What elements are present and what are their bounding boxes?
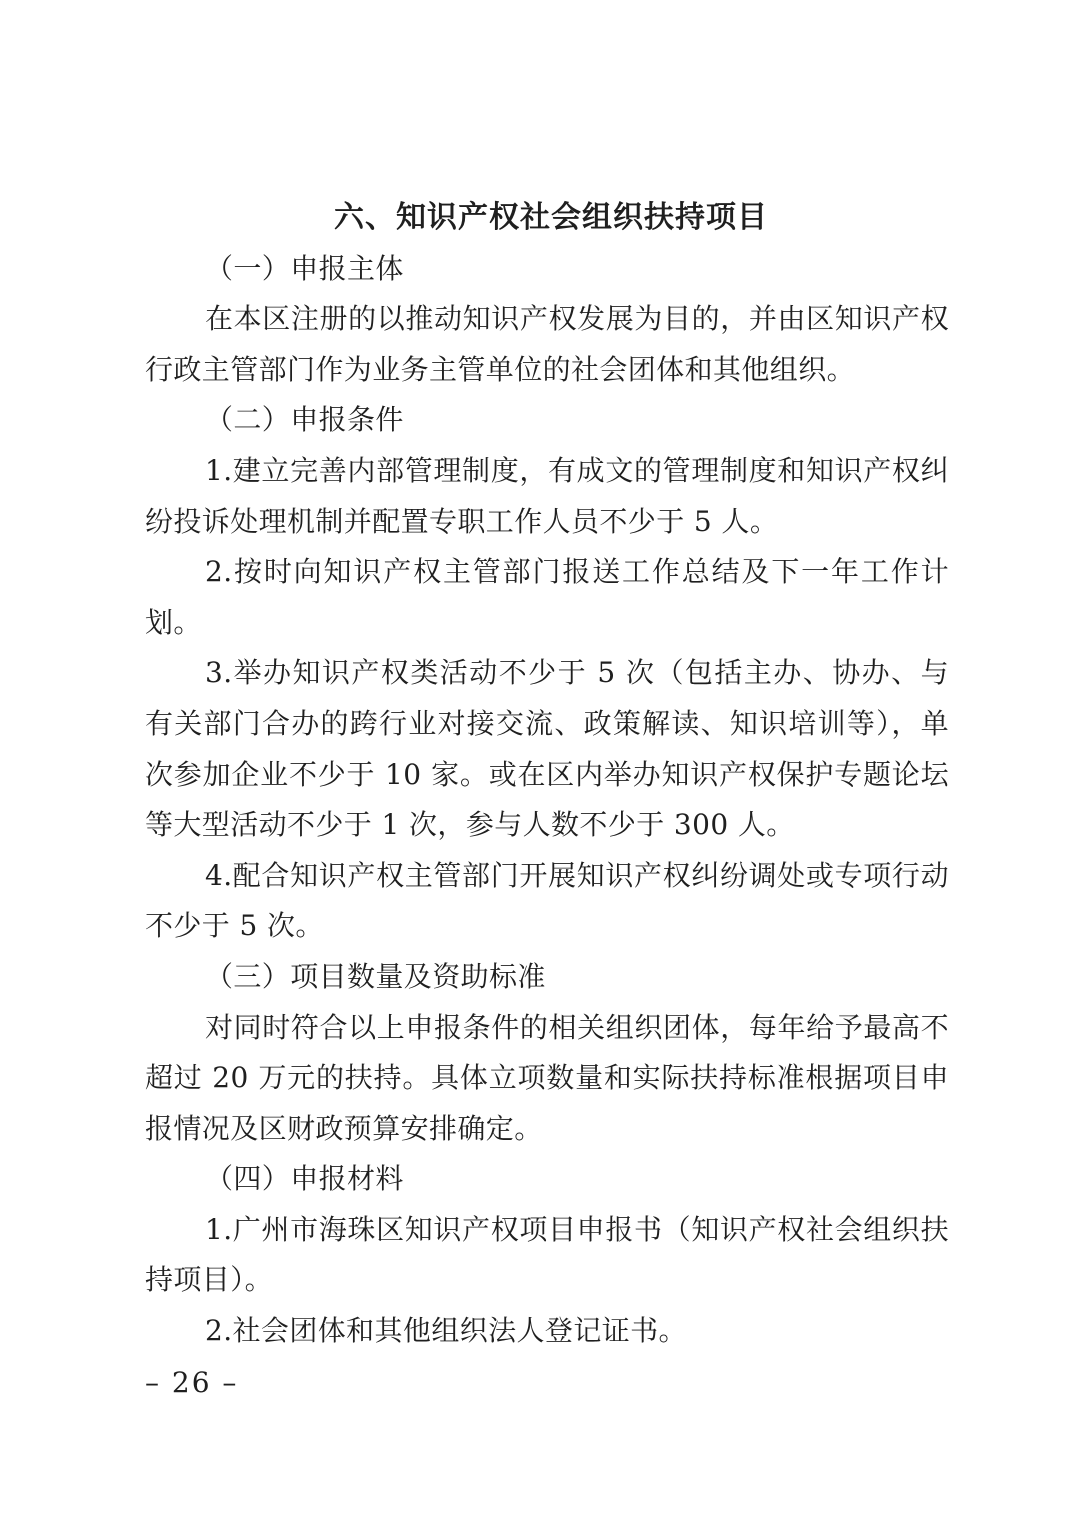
- section-conditions: [145, 395, 949, 952]
- paragraph: 1.建立完善内部管理制度，有成文的管理制度和知识产权纠纷投诉处理机制并配置专职工作人员不少于 5 人。: [145, 453, 949, 538]
- paragraph: 4.配合知识产权主管部门开展知识产权纠纷调处或专项行动不少于 5 次。: [145, 858, 949, 943]
- section-heading: （四）申报材料: [205, 1162, 404, 1196]
- document-title: 六、知识产权社会组织扶持项目: [334, 200, 768, 235]
- page-body: [145, 193, 949, 1357]
- section-materials: [145, 1154, 949, 1356]
- paragraph: 2.社会团体和其他组织法人登记证书。: [205, 1314, 687, 1348]
- section-heading: （三）项目数量及资助标准: [205, 959, 546, 993]
- section-applicant: [145, 244, 949, 396]
- paragraph: 在本区注册的以推动知识产权发展为目的，并由区知识产权行政主管部门作为业务主管单位的社会团体和其他组织。: [145, 302, 949, 386]
- paragraph: 3.举办知识产权类活动不少于 5 次（包括主办、协办、与有关部门合办的跨行业对接交流、政策解读、知识培训等），单次参加企业不少于 10 家。或在区内举办知识产权保护专题论坛等大型活动不少于 1 次，参与人数不少于 300 人。: [145, 656, 949, 842]
- page-number: – 26 –: [145, 1366, 239, 1399]
- section-heading: （二）申报条件: [205, 403, 404, 437]
- paragraph: 1.广州市海珠区知识产权项目申报书（知识产权社会组织扶持项目）。: [145, 1212, 949, 1297]
- paragraph: 对同时符合以上申报条件的相关组织团体，每年给予最高不超过 20 万元的扶持。具体立项数量和实际扶持标准根据项目申报情况及区财政预算安排确定。: [145, 1010, 949, 1145]
- section-funding-standard: [145, 952, 949, 1154]
- section-heading: （一）申报主体: [205, 251, 404, 285]
- paragraph: 2.按时向知识产权主管部门报送工作总结及下一年工作计划。: [145, 555, 949, 639]
